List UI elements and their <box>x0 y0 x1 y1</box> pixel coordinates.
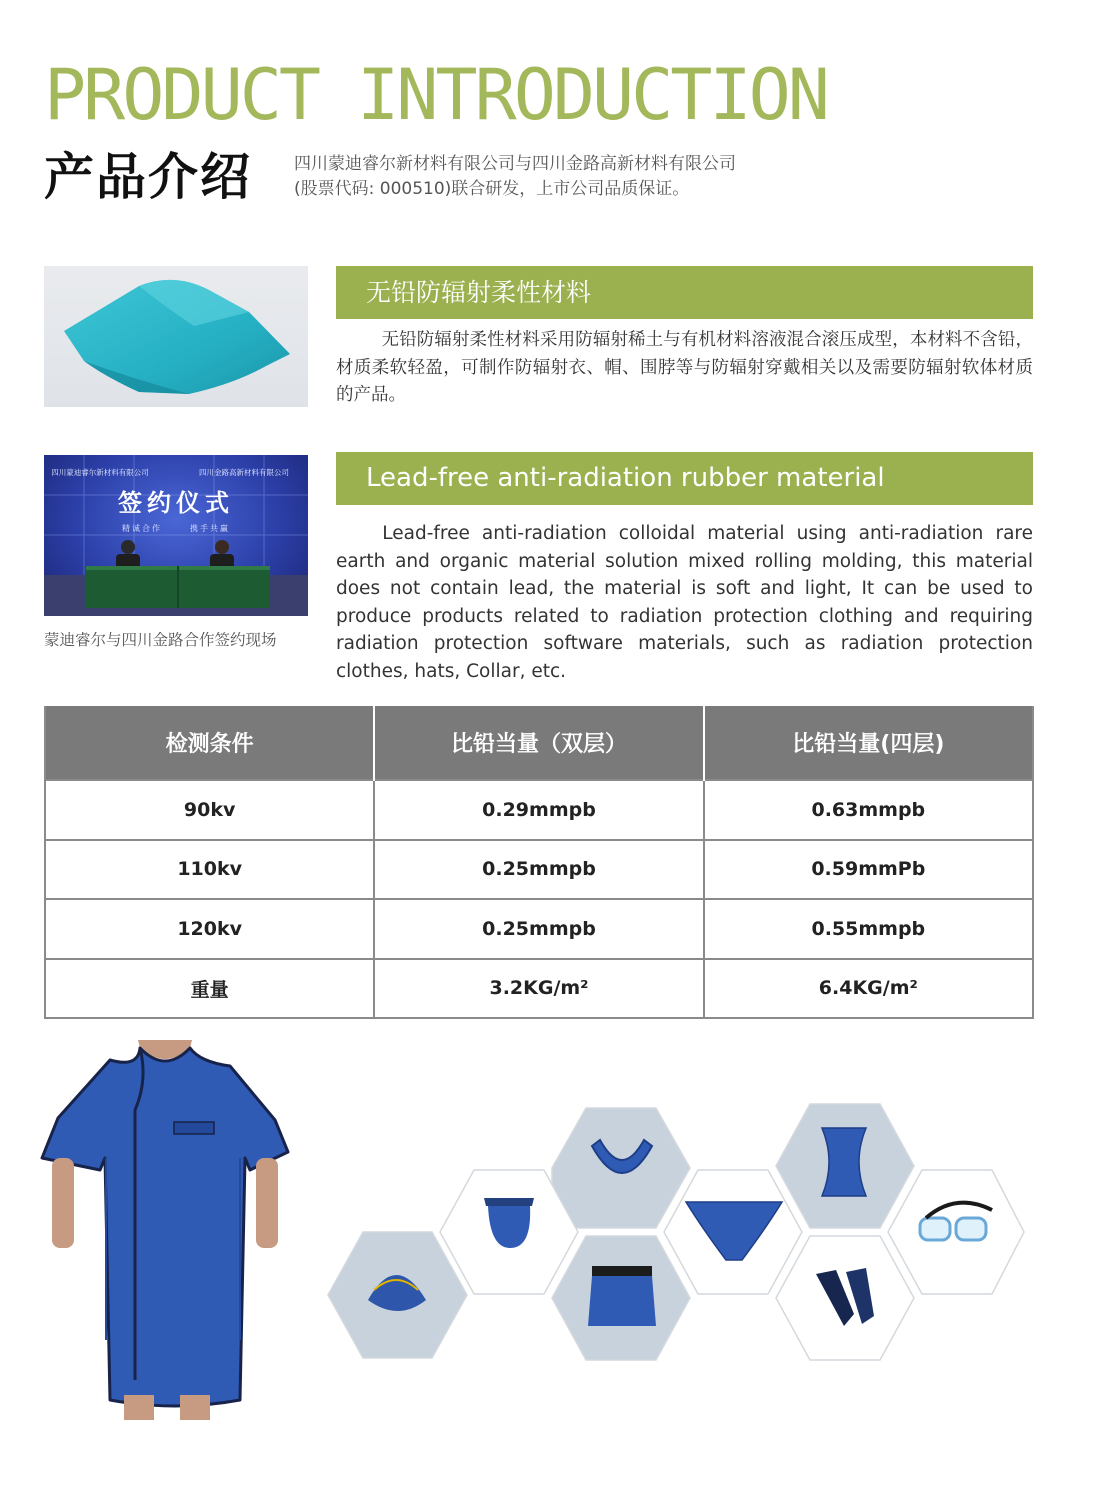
product-hexagon-collage <box>326 1100 1026 1362</box>
banner-slogan-right: 携手共赢 <box>190 524 230 533</box>
table-cell: 重量 <box>45 959 374 1019</box>
table-cell: 0.25mmpb <box>374 899 703 959</box>
subtitle-line-2: (股票代码: 000510)联合研发，上市公司品质保证。 <box>294 179 690 199</box>
teal-sheet-image <box>44 266 308 407</box>
banner-company-left: 四川蒙迪睿尔新材料有限公司 <box>51 468 149 477</box>
table-cell: 0.25mmpb <box>374 840 703 900</box>
protective-coat-image <box>40 1040 290 1420</box>
header-four-layer: 比铅当量(四层) <box>704 706 1033 780</box>
header-test-condition: 检测条件 <box>45 706 374 780</box>
table-row <box>45 959 1033 1019</box>
visor-icon <box>484 1198 534 1206</box>
page-title-chinese: 产品介绍 <box>44 148 252 206</box>
page-title-english: PRODUCT INTRODUCTION <box>44 54 827 136</box>
table-row <box>45 840 1033 900</box>
banner-company-right: 四川金路高新材料有限公司 <box>199 468 289 477</box>
table-cell: 3.2KG/m² <box>374 959 703 1019</box>
table-cell: 0.55mmpb <box>704 899 1033 959</box>
banner-title: 签约仪式 <box>118 489 234 517</box>
header-double-layer: 比铅当量（双层） <box>374 706 703 780</box>
table-cell: 0.63mmpb <box>704 780 1033 840</box>
table-cell: 0.59mmPb <box>704 840 1033 900</box>
table-cell: 0.29mmpb <box>374 780 703 840</box>
table-row <box>45 899 1033 959</box>
signing-ceremony-photo <box>44 455 308 616</box>
lead-equivalence-table <box>44 706 1034 1019</box>
section-body-chinese: 无铅防辐射柔性材料采用防辐射稀土与有机材料溶液混合滚压成型，本材料不含铅，材质柔软轻盈，可制作防辐射衣、帽、围脖等与防辐射穿戴相关以及需要防辐射软体材质的产品。 <box>336 330 1033 405</box>
ovary-shield-icon <box>822 1128 866 1196</box>
table-row <box>45 780 1033 840</box>
section-body-english: Lead-free anti-radiation colloidal material using anti-radiation rare earth and organic material solution mixed rolling molding, this material does not contain lead, the material is soft and light, It can be used to produce products related to radiation protection clothing and requiring radiation protection software materials, such as radiation protection clothes, hats, Collar, etc. <box>336 523 1033 682</box>
banner-slogan-left: 精诚合作 <box>122 524 162 533</box>
company-subtitle <box>294 152 736 202</box>
goggles-icon <box>920 1218 950 1240</box>
table-cell: 120kv <box>45 899 374 959</box>
signing-photo-caption: 蒙迪睿尔与四川金路合作签约现场 <box>44 631 277 649</box>
table-header-row <box>45 706 1033 780</box>
table-cell: 6.4KG/m² <box>704 959 1033 1019</box>
table-cell: 90kv <box>45 780 374 840</box>
table-cell: 110kv <box>45 840 374 900</box>
material-sheet-photo <box>44 266 308 407</box>
apron-skirt-icon <box>592 1266 652 1276</box>
section-heading-english: Lead-free anti-radiation rubber material <box>336 452 1033 505</box>
signing-ceremony-image <box>44 455 308 616</box>
subtitle-line-1: 四川蒙迪睿尔新材料有限公司与四川金路高新材料有限公司 <box>294 154 736 174</box>
section-heading-chinese: 无铅防辐射柔性材料 <box>336 266 1033 319</box>
